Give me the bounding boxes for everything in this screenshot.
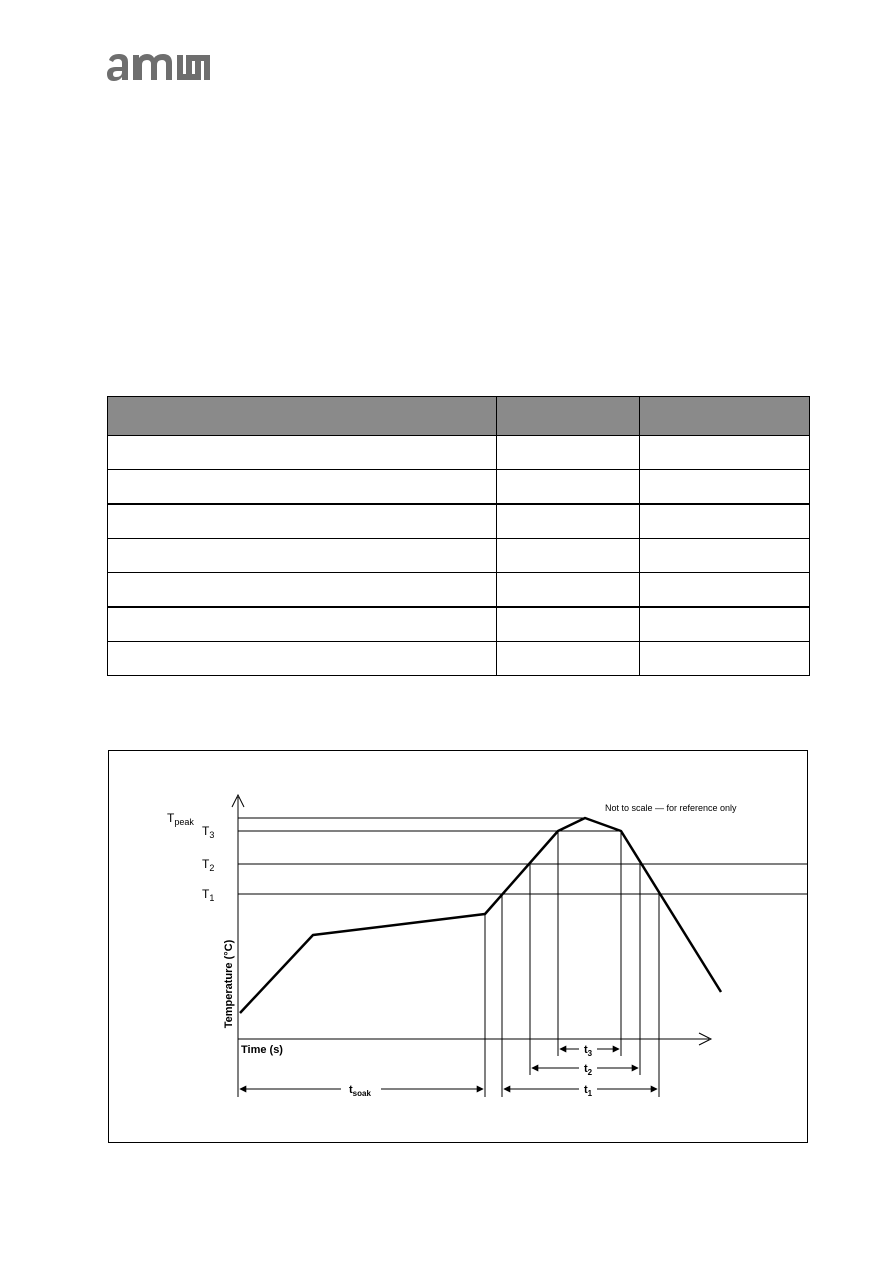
tsoak-label-base: t [349, 1084, 353, 1096]
table-header-cell [497, 397, 640, 436]
y-axis-label: Temperature (°C) [223, 939, 235, 1029]
tsoak-label-sub: soak [352, 1089, 371, 1098]
t1-label-sub: 1 [209, 893, 215, 903]
t1-duration-sub: 1 [587, 1089, 593, 1098]
t2-label-sub: 2 [209, 863, 215, 873]
t1-duration-label [584, 1084, 593, 1098]
t3-label [202, 824, 214, 840]
reflow-profile-curve [240, 818, 721, 1013]
table-cell [640, 539, 810, 573]
t2-label [202, 857, 214, 873]
t3-duration-label [584, 1044, 593, 1058]
table-row [108, 504, 810, 539]
table-row [108, 470, 810, 505]
t2-label-base: T [202, 857, 210, 871]
table-cell [640, 470, 810, 505]
t2-duration-base: t [584, 1063, 588, 1075]
reflow-profile-figure [108, 750, 808, 1143]
ams-logo [106, 50, 212, 84]
tpeak-label-base: T [167, 811, 175, 825]
t1-label-base: T [202, 887, 210, 901]
table-row [108, 539, 810, 573]
table-header-cell [640, 397, 810, 436]
table-cell [640, 504, 810, 539]
t3-label-sub: 3 [209, 830, 215, 840]
table-cell [497, 470, 640, 505]
table-header-row [108, 397, 810, 436]
table-cell [640, 573, 810, 608]
table-cell [497, 504, 640, 539]
table-cell [497, 607, 640, 642]
tpeak-label-sub: peak [174, 817, 194, 827]
table-cell [497, 642, 640, 676]
table-header-cell [108, 397, 497, 436]
table-cell [497, 436, 640, 470]
tpeak-label [167, 811, 194, 827]
table-cell [108, 573, 497, 608]
table-row [108, 607, 810, 642]
table-cell [640, 607, 810, 642]
table-cell [640, 642, 810, 676]
t1-duration-base: t [584, 1084, 588, 1096]
t2-duration-label [584, 1063, 593, 1077]
table-cell [108, 470, 497, 505]
t1-label [202, 887, 214, 903]
t3-duration-sub: 3 [587, 1049, 593, 1058]
not-to-scale-note: Not to scale — for reference only [605, 803, 737, 813]
tsoak-label [349, 1084, 371, 1098]
table-cell [108, 607, 497, 642]
table-cell [108, 436, 497, 470]
table-cell [108, 504, 497, 539]
x-axis-label: Time (s) [241, 1044, 283, 1056]
table-cell [497, 573, 640, 608]
t3-duration-base: t [584, 1044, 588, 1056]
t3-label-base: T [202, 824, 210, 838]
table-cell [497, 539, 640, 573]
table-row [108, 573, 810, 608]
table-cell [108, 539, 497, 573]
table-row [108, 436, 810, 470]
reflow-profile-diagram [109, 751, 807, 1142]
table-cell [108, 642, 497, 676]
table-row [108, 642, 810, 676]
t2-duration-sub: 2 [587, 1068, 593, 1077]
table-cell [640, 436, 810, 470]
parameters-table [107, 396, 810, 676]
